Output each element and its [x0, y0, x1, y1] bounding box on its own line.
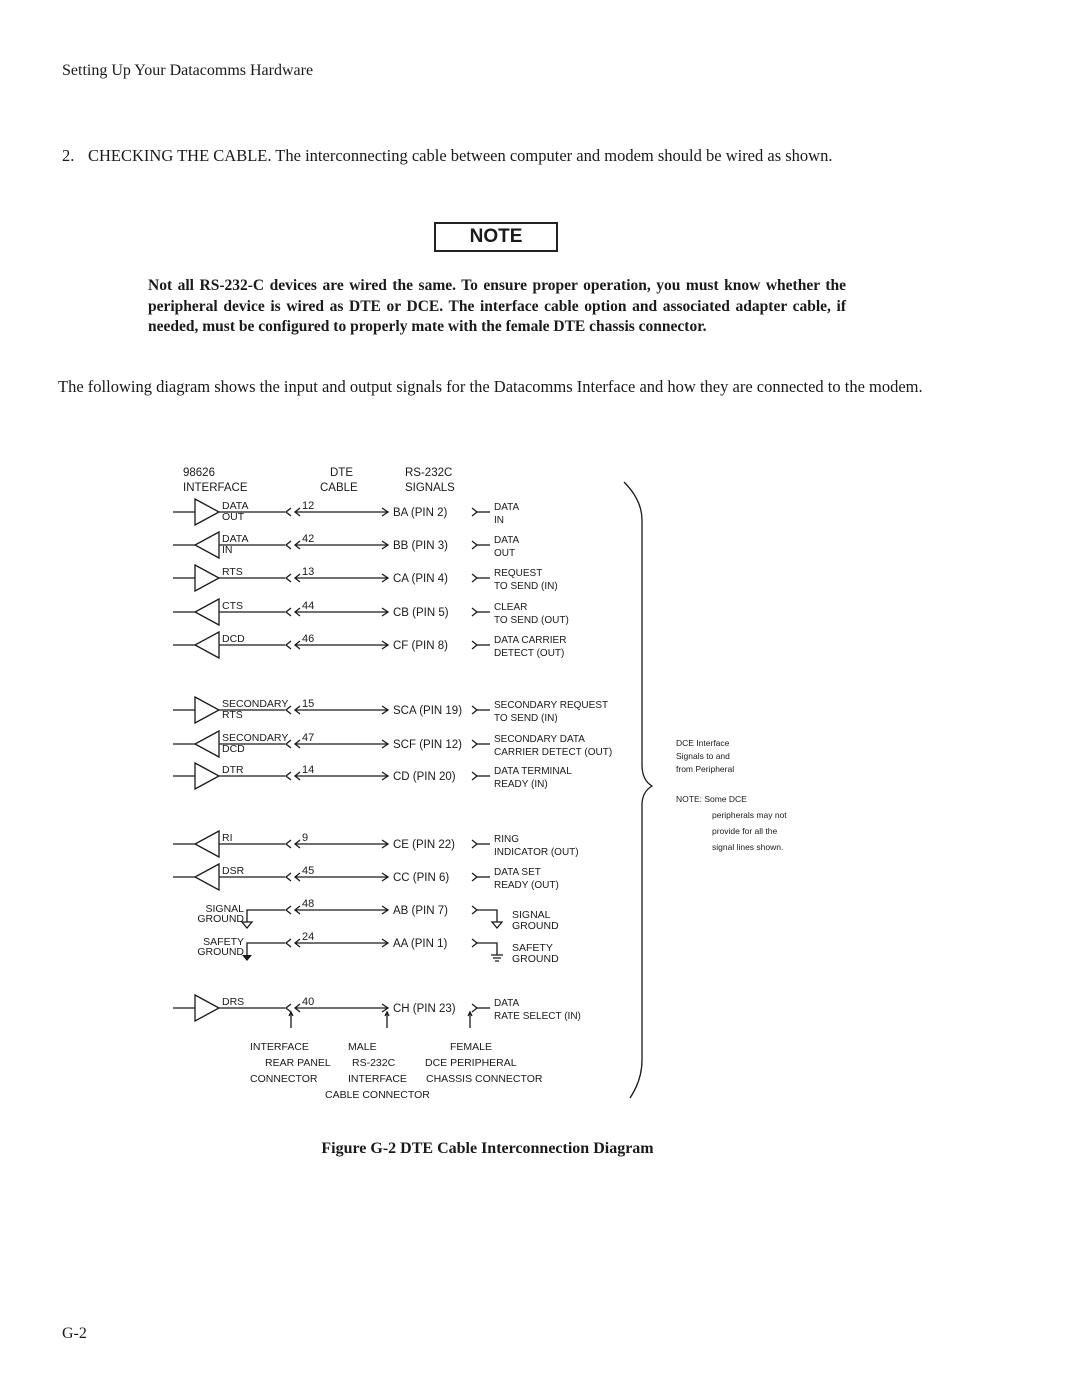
interface-signal-label: DRS — [222, 996, 245, 1008]
peripheral-signal-desc: GROUND — [512, 920, 559, 932]
interface-signal-label: SIGNAL — [205, 903, 244, 915]
signal-ground-icon — [492, 922, 502, 928]
connector-symbol — [286, 608, 291, 616]
brace — [624, 482, 652, 1098]
rs232-signal: CF (PIN 8) — [393, 640, 448, 652]
interface-signal-label: DCD — [222, 743, 245, 755]
ground-wire — [477, 943, 497, 955]
connector-symbol — [286, 508, 291, 516]
peripheral-signal-desc: INDICATOR (OUT) — [494, 847, 579, 858]
page-number: G-2 — [62, 1325, 87, 1342]
peripheral-signal-desc: DATA TERMINAL — [494, 766, 572, 777]
peripheral-signal-desc: SECONDARY REQUEST — [494, 700, 609, 711]
connector-symbol — [472, 641, 477, 649]
interface-signal-label: DTR — [222, 764, 244, 776]
connector-symbol — [286, 641, 291, 649]
interface-signal-label: RI — [222, 832, 233, 844]
column-header: RS-232C — [405, 467, 453, 479]
rs232-signal: AB (PIN 7) — [393, 905, 448, 917]
interface-signal-label: DSR — [222, 865, 245, 877]
interface-signal-label: IN — [222, 544, 233, 556]
cable-pin-number: 42 — [302, 533, 315, 545]
rs232-signal: BB (PIN 3) — [393, 540, 448, 552]
cable-pin-number: 46 — [302, 633, 315, 645]
driver-triangle-icon — [195, 499, 219, 525]
connector-symbol — [286, 939, 291, 947]
column-header: DTE — [330, 467, 353, 479]
receiver-triangle-icon — [195, 831, 219, 857]
connector-label: INTERFACE — [250, 1041, 309, 1053]
side-note: peripherals may not — [712, 810, 787, 820]
interface-signal-label: DATA — [222, 500, 249, 512]
receiver-triangle-icon — [195, 632, 219, 658]
side-note: provide for all the — [712, 826, 778, 836]
column-header: INTERFACE — [183, 482, 248, 494]
interface-signal-label: CTS — [222, 600, 243, 612]
interface-signal-label: RTS — [222, 566, 243, 578]
connector-symbol — [472, 840, 477, 848]
column-header: CABLE — [320, 482, 358, 494]
side-label: Signals to and — [676, 751, 730, 761]
cable-pin-number: 9 — [302, 832, 309, 844]
peripheral-signal-desc: DATA CARRIER — [494, 635, 567, 646]
rs232-signal: SCF (PIN 12) — [393, 739, 463, 751]
connector-symbol — [286, 1004, 291, 1012]
side-label: from Peripheral — [676, 764, 735, 774]
ground-wire — [477, 910, 497, 922]
connector-symbol — [286, 772, 291, 780]
peripheral-signal-desc: CLEAR — [494, 602, 528, 613]
figure-caption: Figure G-2 DTE Cable Interconnection Diagram — [321, 1140, 654, 1157]
interface-signal-label: SAFETY — [203, 936, 244, 948]
side-note: NOTE: Some DCE — [676, 794, 747, 804]
receiver-triangle-icon — [195, 599, 219, 625]
rs232-signal: CE (PIN 22) — [393, 839, 455, 851]
peripheral-signal-desc: SIGNAL — [512, 909, 551, 921]
connector-symbol — [286, 840, 291, 848]
connector-label: CABLE CONNECTOR — [325, 1089, 430, 1101]
step-number: 2. — [62, 146, 75, 165]
cable-pin-number: 14 — [302, 764, 315, 776]
peripheral-signal-desc: CARRIER DETECT (OUT) — [494, 747, 613, 758]
peripheral-signal-desc: REQUEST — [494, 568, 543, 579]
interface-signal-label: DCD — [222, 633, 245, 645]
cable-pin-number: 45 — [302, 865, 315, 877]
side-note: signal lines shown. — [712, 842, 784, 852]
connector-symbol — [472, 706, 477, 714]
connector-symbol — [286, 873, 291, 881]
peripheral-signal-desc: SECONDARY DATA — [494, 734, 585, 745]
safety-ground-icon — [491, 955, 503, 961]
cable-pin-number: 48 — [302, 898, 315, 910]
connector-symbol — [472, 541, 477, 549]
connector-label: CONNECTOR — [250, 1073, 318, 1085]
peripheral-signal-desc: SAFETY — [512, 942, 553, 954]
connector-symbol — [472, 1004, 477, 1012]
connector-label: CHASSIS CONNECTOR — [426, 1073, 543, 1085]
connector-symbol — [286, 541, 291, 549]
interface-signal-label: SECONDARY — [222, 698, 289, 710]
driver-triangle-icon — [195, 995, 219, 1021]
connector-label: RS-232C — [352, 1057, 396, 1069]
cable-pin-number: 47 — [302, 732, 315, 744]
connector-label: REAR PANEL — [265, 1057, 331, 1069]
ground-wire — [247, 910, 285, 922]
connector-label: MALE — [348, 1041, 377, 1053]
connector-symbol — [472, 574, 477, 582]
cable-pin-number: 13 — [302, 566, 315, 578]
step-text: CHECKING THE CABLE. The interconnecting cable between computer and modem should be wired as shown. — [88, 146, 833, 165]
rs232-signal: CC (PIN 6) — [393, 872, 450, 884]
connector-symbol — [286, 906, 291, 914]
connector-symbol — [472, 906, 477, 914]
rs232-signal: CB (PIN 5) — [393, 607, 449, 619]
peripheral-signal-desc: READY (IN) — [494, 779, 548, 790]
peripheral-signal-desc: DATA — [494, 998, 520, 1009]
connector-label: DCE PERIPHERAL — [425, 1057, 517, 1069]
interface-signal-label: GROUND — [197, 913, 244, 925]
column-header: 98626 — [183, 467, 215, 479]
peripheral-signal-desc: IN — [494, 515, 504, 526]
rs232-signal: AA (PIN 1) — [393, 938, 448, 950]
cable-pin-number: 15 — [302, 698, 315, 710]
connector-label: FEMALE — [450, 1041, 493, 1053]
connector-symbol — [472, 740, 477, 748]
rs232-signal: BA (PIN 2) — [393, 507, 448, 519]
rs232-signal: CH (PIN 23) — [393, 1003, 456, 1015]
ground-wire — [247, 943, 285, 955]
peripheral-signal-desc: DATA — [494, 502, 520, 513]
interface-signal-label: SECONDARY — [222, 732, 289, 744]
receiver-triangle-icon — [195, 731, 219, 757]
connector-symbol — [472, 608, 477, 616]
driver-triangle-icon — [195, 697, 219, 723]
peripheral-signal-desc: OUT — [494, 548, 516, 559]
receiver-triangle-icon — [195, 864, 219, 890]
peripheral-signal-desc: DATA SET — [494, 867, 541, 878]
interface-signal-label: OUT — [222, 511, 245, 523]
rs232-signal: CD (PIN 20) — [393, 771, 456, 783]
running-header: Setting Up Your Datacomms Hardware — [62, 62, 314, 79]
cable-pin-number: 40 — [302, 996, 315, 1008]
connector-label: INTERFACE — [348, 1073, 407, 1085]
intro-paragraph: The following diagram shows the input and output signals for the Datacomms Interface and how they are connected to the modem. — [58, 377, 923, 396]
peripheral-signal-desc: TO SEND (IN) — [494, 713, 558, 724]
driver-triangle-icon — [195, 565, 219, 591]
peripheral-signal-desc: READY (OUT) — [494, 880, 559, 891]
receiver-triangle-icon — [195, 532, 219, 558]
connector-symbol — [472, 508, 477, 516]
interface-signal-label: GROUND — [197, 946, 244, 958]
interface-signal-label: RTS — [222, 709, 243, 721]
note-label: NOTE — [434, 222, 558, 252]
connector-symbol — [472, 939, 477, 947]
rs232-signal: SCA (PIN 19) — [393, 705, 463, 717]
side-label: DCE Interface — [676, 738, 730, 748]
peripheral-signal-desc: RING — [494, 834, 519, 845]
connector-symbol — [472, 772, 477, 780]
peripheral-signal-desc: TO SEND (IN) — [494, 581, 558, 592]
column-header: SIGNALS — [405, 482, 455, 494]
cable-pin-number: 24 — [302, 931, 315, 943]
peripheral-signal-desc: DATA — [494, 535, 520, 546]
cable-pin-number: 44 — [302, 600, 315, 612]
connector-symbol — [286, 574, 291, 582]
interface-signal-label: DATA — [222, 533, 249, 545]
peripheral-signal-desc: DETECT (OUT) — [494, 648, 565, 659]
peripheral-signal-desc: GROUND — [512, 953, 559, 965]
note-text: Not all RS-232-C devices are wired the same. To ensure proper operation, you must know whether the peripheral device is wired as DTE or DCE. The interface cable option and associated adapter cable, if needed, must be configured to properly mate with the female DTE chassis connector. — [148, 277, 846, 335]
rs232-signal: CA (PIN 4) — [393, 573, 448, 585]
driver-triangle-icon — [195, 763, 219, 789]
cable-pin-number: 12 — [302, 500, 315, 512]
peripheral-signal-desc: RATE SELECT (IN) — [494, 1011, 581, 1022]
peripheral-signal-desc: TO SEND (OUT) — [494, 615, 569, 626]
connector-symbol — [472, 873, 477, 881]
